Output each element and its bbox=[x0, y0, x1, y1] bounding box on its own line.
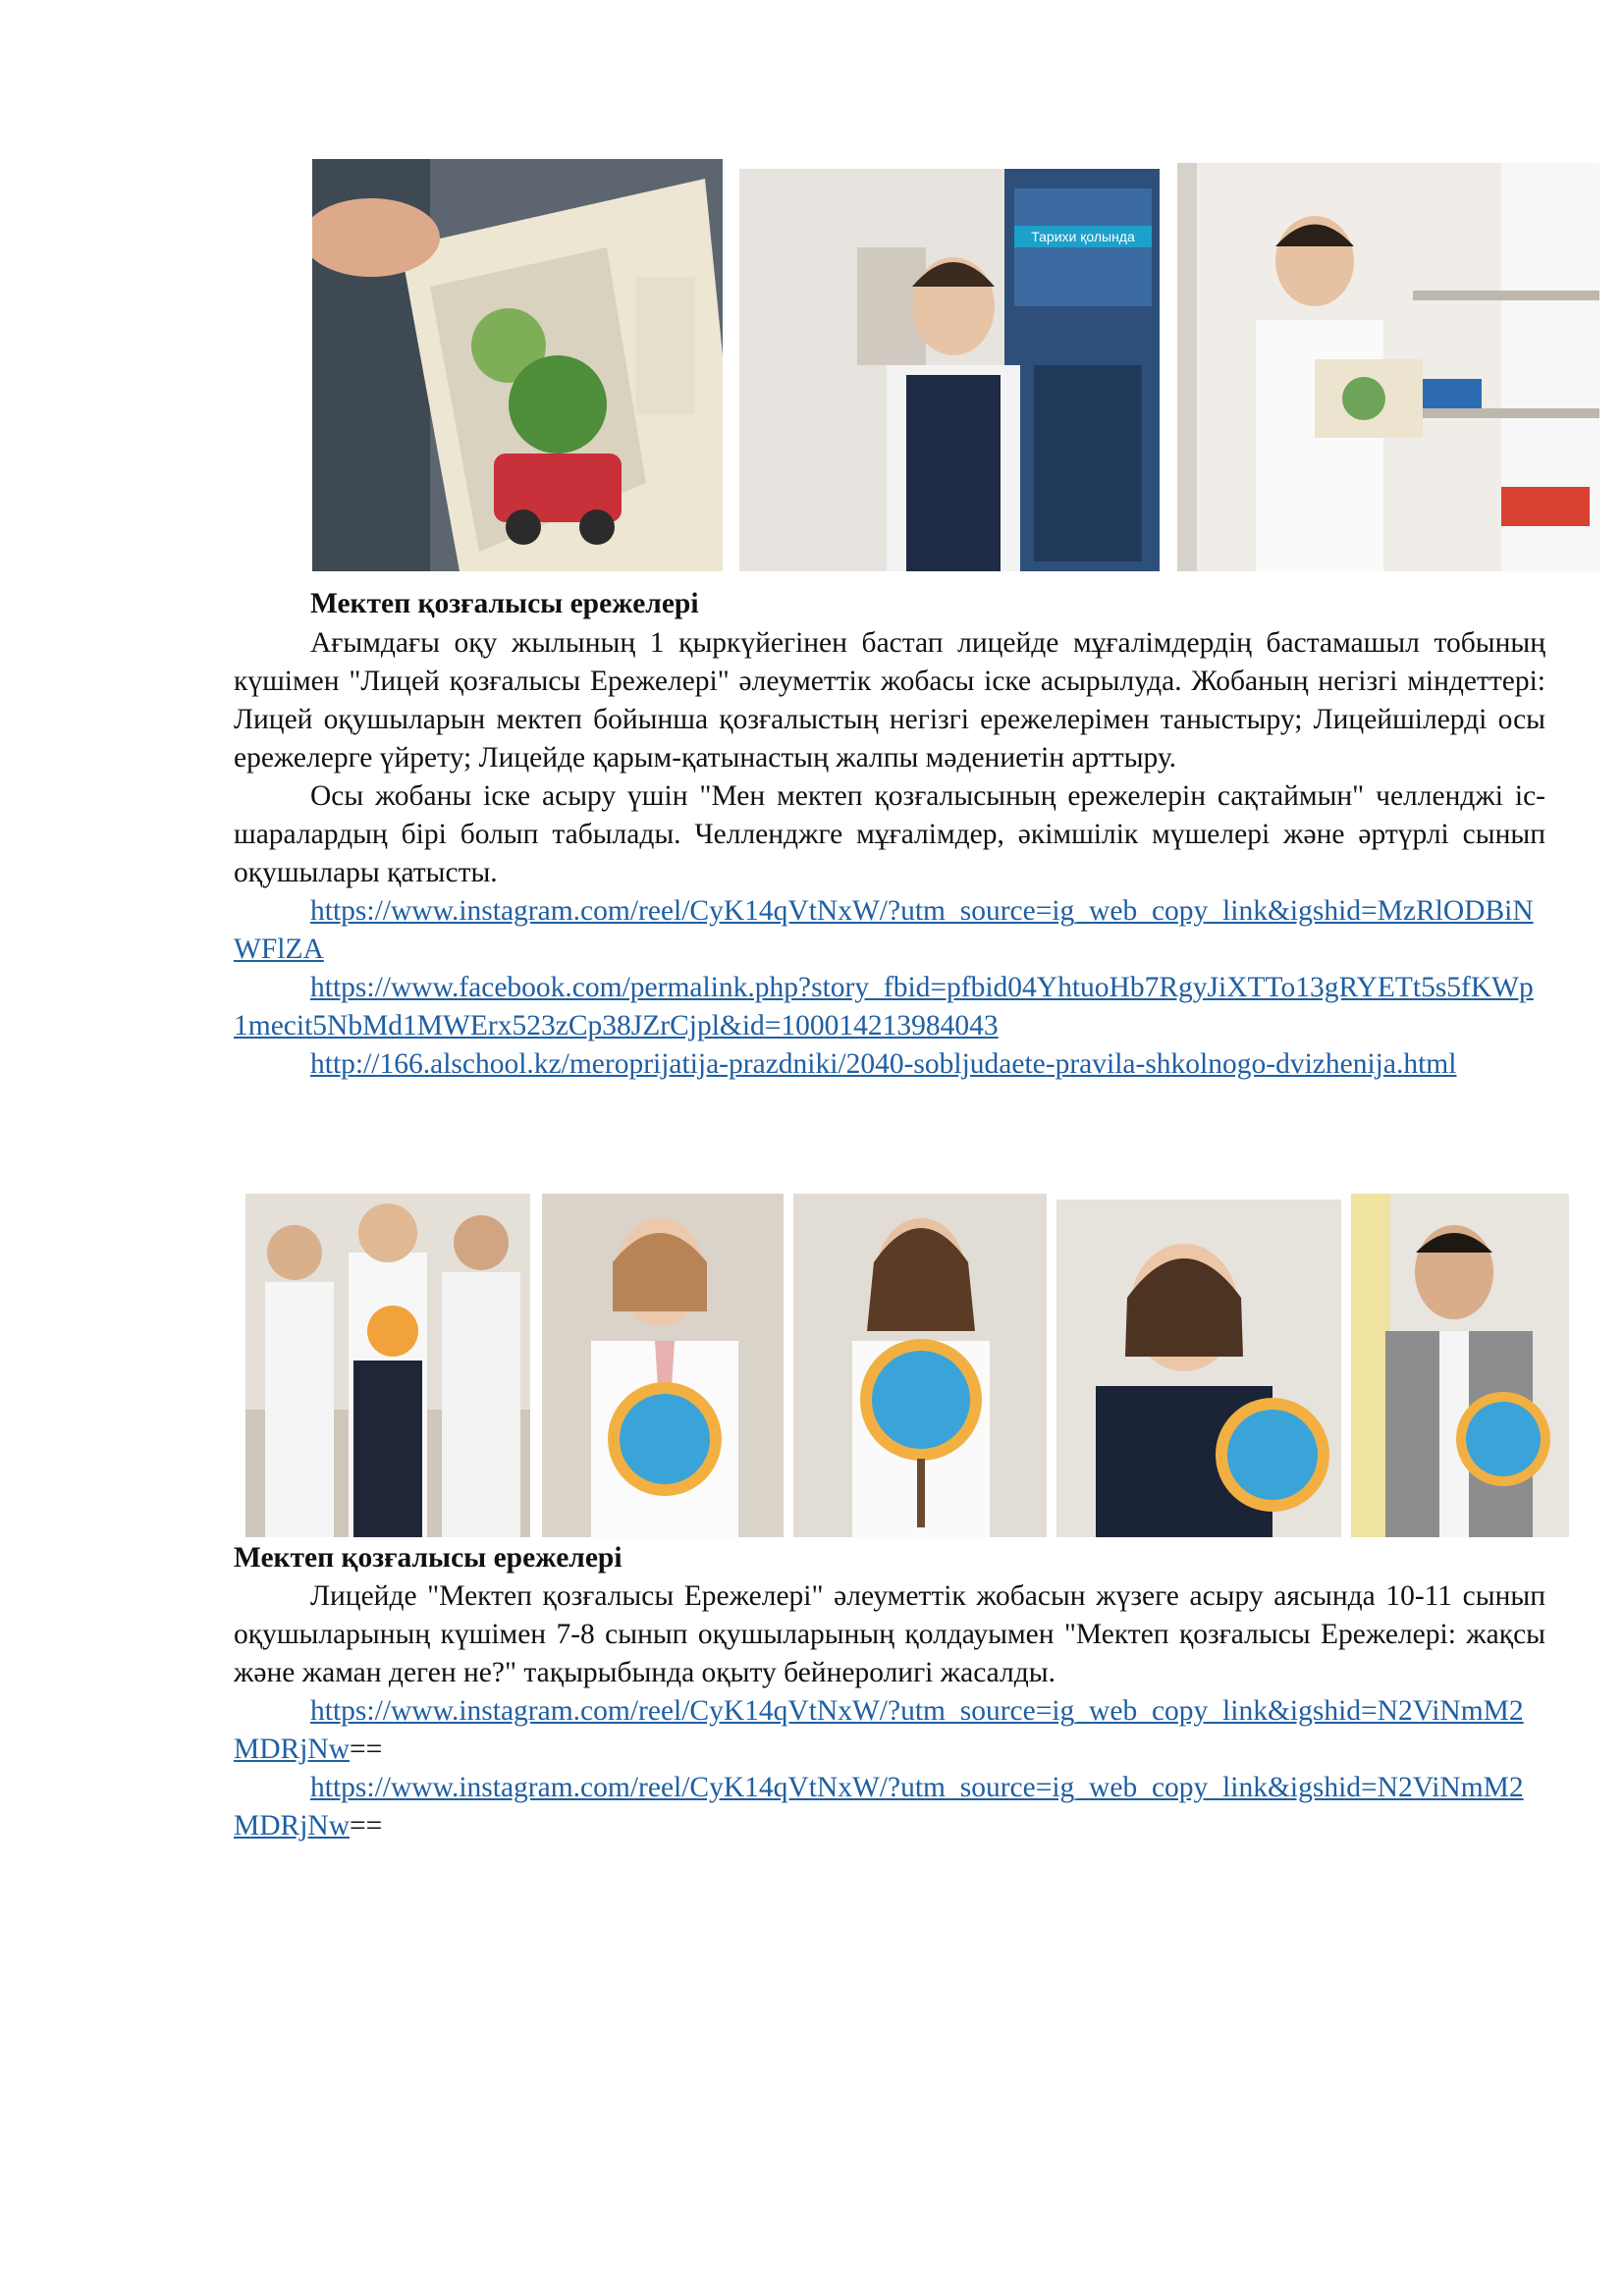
section-1-body bbox=[234, 624, 1545, 1084]
link-tail: == bbox=[350, 1810, 383, 1842]
instagram-link-3[interactable]: https://www.instagram.com/reel/CyK14qVtNxW/?utm_source=ig_web_copy_link&igshid=N2ViNmM2MDRjNw== bbox=[234, 1772, 1524, 1842]
section-2-paragraph-1: Лицейде "Мектеп қозғалысы Ережелері" әлеуметтік жобасын жүзеге асыру аясында 10-11 сынып оқушыларының күшімен 7-8 сынып оқушыларының қолдауымен "Мектеп қозғалысы Ережелері: жақсы және жаман деген не?" тақырыбында оқыту бейнеролигі жасалды. bbox=[234, 1580, 1545, 1688]
photo-girl-dark-jacket bbox=[1056, 1200, 1341, 1537]
link-tail: == bbox=[350, 1734, 383, 1765]
photo-boy-reading-shelf bbox=[1177, 163, 1599, 571]
photo-teacher-with-sign bbox=[1351, 1194, 1569, 1537]
section-2-heading: Мектеп қозғалысы ережелері bbox=[234, 1542, 623, 1574]
alschool-link[interactable]: http://166.alschool.kz/meroprijatija-prazdniki/2040-sobljudaete-pravila-shkolnogo-dvizhenija.html bbox=[310, 1048, 1457, 1080]
section-1-heading: Мектеп қозғалысы ережелері bbox=[310, 588, 699, 619]
section-1-paragraph-2: Осы жобаны іске асыру үшін "Мен мектеп қозғалысының ережелерін сақтаймын" челленджі іс-шаралардың бірі болып табылады. Челленджге мұғалімдер, әкімшілік мүшелері және әртүрлі сынып оқушылары қатысты. bbox=[234, 780, 1545, 888]
section-2 bbox=[234, 1539, 1545, 1845]
photo-book-illustration bbox=[312, 159, 723, 571]
instagram-link-1[interactable]: https://www.instagram.com/reel/CyK14qVtNxW/?utm_source=ig_web_copy_link&igshid=MzRlODBiNWFlZA bbox=[234, 895, 1534, 965]
shelf-sign: Тарихи қолында bbox=[1014, 226, 1152, 247]
photo-boy-library bbox=[739, 169, 1160, 571]
section-1-paragraph-1: Ағымдағы оқу жылының 1 қыркүйегінен бастап лицейде мұғалімдердің бастамашыл тобының күшімен "Лицей қозғалысы Ережелері" әлеуметтік жобасы іске асырылуда. Жобаның негізгі міндеттері: Лицей оқушыларын мектеп бойынша қозғалыстың негізгі ережелерімен таныстыру; Лицейшілерді осы ережелерге үйрету; Лицейде қарым-қатынастың жалпы мәдениетін арттыру. bbox=[234, 627, 1545, 774]
photo-girl-with-sign bbox=[793, 1194, 1047, 1537]
photo-girl-white-shirt bbox=[542, 1194, 784, 1537]
instagram-link-2[interactable]: https://www.instagram.com/reel/CyK14qVtNxW/?utm_source=ig_web_copy_link&igshid=N2ViNmM2MDRjNw== bbox=[234, 1695, 1524, 1765]
section-1 bbox=[234, 585, 1545, 623]
facebook-link[interactable]: https://www.facebook.com/permalink.php?story_fbid=pfbid04YhtuoHb7RgyJiXTTo13gRYETt5s5fKWp1mecit5NbMd1MWErx523zCp38JZrCjpl&id=100014213984043 bbox=[234, 972, 1534, 1041]
photo-three-boys-stairs bbox=[245, 1194, 530, 1537]
